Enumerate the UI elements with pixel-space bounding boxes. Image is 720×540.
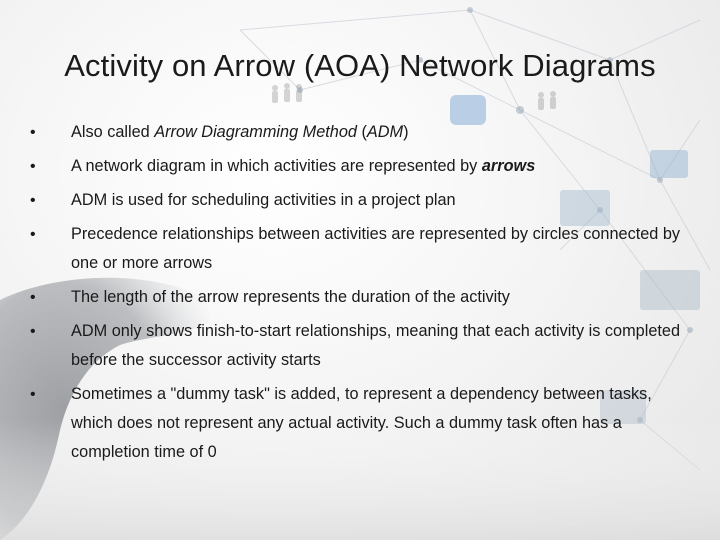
bullet-text: Sometimes a "dummy task" is added, to represent a dependency between tasks, which does not represent any actual activity. Such a dummy task often has a completion time of 0: [71, 385, 652, 461]
bullet-list: [30, 118, 690, 472]
bullet-item: [30, 152, 690, 181]
bullet-marker: •: [30, 226, 36, 243]
bullet-marker: •: [30, 386, 36, 403]
bullet-marker: •: [30, 158, 36, 175]
bullet-marker: •: [30, 124, 36, 141]
bullet-text: A network diagram in which activities are represented by: [71, 157, 482, 175]
bullet-item: [30, 380, 690, 467]
slide-title: Activity on Arrow (AOA) Network Diagrams: [64, 48, 656, 83]
bullet-item: [30, 283, 690, 312]
bullet-text: (: [356, 123, 367, 141]
bullet-item: [30, 317, 690, 375]
bullet-text: ): [403, 123, 409, 141]
bullet-item: [30, 118, 690, 147]
bullet-marker: •: [30, 289, 36, 306]
bullet-item: [30, 186, 690, 215]
bullet-strong: arrows: [481, 157, 536, 175]
bullet-marker: •: [30, 323, 36, 340]
bullet-emphasis: Arrow Diagramming Method: [154, 123, 357, 141]
bullet-text: The length of the arrow represents the duration of the activity: [71, 288, 510, 306]
bullet-text: ADM only shows finish-to-start relationships, meaning that each activity is completed before the successor activity starts: [71, 322, 681, 369]
bullet-marker: •: [30, 192, 36, 209]
bullet-text: Precedence relationships between activities are represented by circles connected by one or more arrows: [71, 225, 681, 272]
bullet-text: Also called: [71, 123, 155, 141]
bullet-text: ADM is used for scheduling activities in a project plan: [71, 191, 456, 209]
bullet-item: [30, 220, 690, 278]
bullet-emphasis: ADM: [366, 123, 404, 141]
